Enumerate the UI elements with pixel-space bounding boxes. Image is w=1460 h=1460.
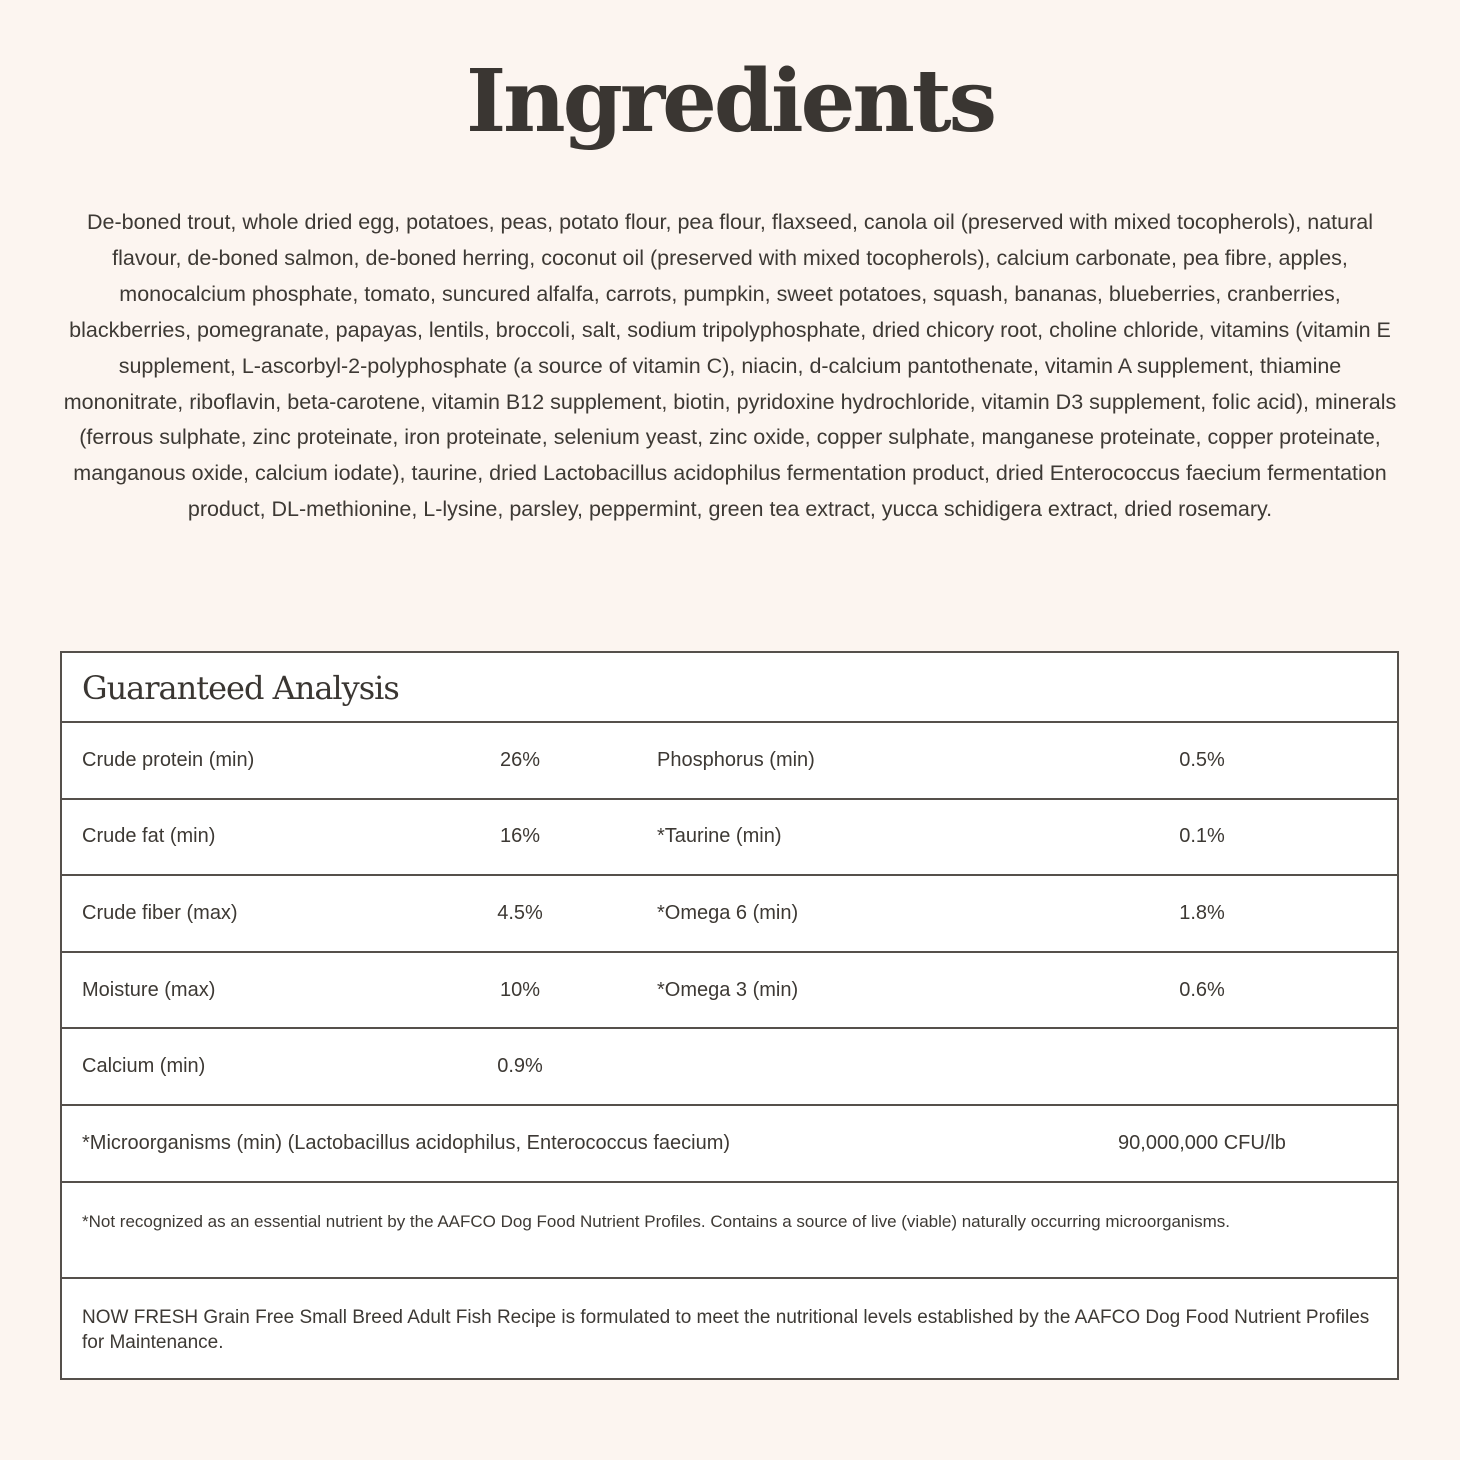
nutrient-value: 1.8% [1179, 901, 1225, 924]
nutrient-label: Crude fiber (max) [82, 901, 238, 924]
nutrient-label: Crude protein (min) [82, 748, 255, 771]
table-row [62, 953, 1397, 1030]
footnote-row [62, 1183, 1397, 1279]
table-row [62, 800, 1397, 877]
nutrient-label: *Omega 6 (min) [657, 901, 799, 924]
microorganisms-row [62, 1106, 1397, 1183]
nutrient-value: 0.1% [1179, 825, 1225, 848]
nutrient-value: 10% [499, 978, 541, 1001]
nutrient-value: 0.6% [1179, 978, 1225, 1001]
nutrient-label: Crude fat (min) [82, 825, 216, 848]
nutrient-label: *Omega 3 (min) [657, 978, 799, 1001]
nutrient-value: 0.9% [497, 1055, 543, 1078]
nutrient-value [1142, 1029, 1262, 1104]
table-row [62, 876, 1397, 953]
nutrient-value: 4.5% [497, 901, 543, 924]
microorganisms-label: *Microorganisms (min) (Lactobacillus acidophilus, Enterococcus faecium) [82, 1131, 731, 1154]
guaranteed-analysis-table [60, 651, 1399, 1380]
page-title: Ingredients [465, 51, 995, 152]
nutrient-label: Moisture (max) [82, 978, 216, 1001]
guaranteed-analysis-title: Guaranteed Analysis [82, 669, 399, 707]
nutrient-value: 16% [499, 825, 541, 848]
table-row [62, 1029, 1397, 1106]
aafco-statement-row [62, 1279, 1397, 1378]
nutrient-value: 26% [499, 748, 541, 771]
microorganisms-value: 90,000,000 CFU/lb [1118, 1131, 1286, 1154]
nutrient-label: *Taurine (min) [657, 825, 782, 848]
nutrient-label: Calcium (min) [82, 1055, 206, 1078]
nutrient-label: Phosphorus (min) [657, 748, 815, 771]
table-row [62, 723, 1397, 800]
nutrient-value: 0.5% [1179, 748, 1225, 771]
aafco-statement-text: NOW FRESH Grain Free Small Breed Adult Fish Recipe is formulated to meet the nutritional levels established by the AAFCO Dog Food Nutrient Profiles for Maintenance. [82, 1306, 1370, 1353]
guaranteed-analysis-header [62, 653, 1397, 723]
ingredients-list: De-boned trout, whole dried egg, potatoes, peas, potato flour, pea flour, flaxseed, canola oil (preserved with mixed tocopherols), natural flavour, de-boned salmon, de-boned herring, coconut oil (preserved with mixed tocopherols), calcium carbonate, pea fibre, apples, monocalcium phosphate, tomato, suncured alfalfa, carrots, pumpkin, sweet potatoes, squash, bananas, blueberries, cranberries, blackberries, pomegranate, papayas, lentils, broccoli, salt, sodium tripolyphosphate, dried chicory root, choline chloride, vitamins (vitamin E supplement, L-ascorbyl-2-polyphosphate (a source of vitamin C), niacin, d-calcium pantothenate, vitamin A supplement, thiamine mononitrate, riboflavin, beta-carotene, vitamin B12 supplement, biotin, pyridoxine hydrochloride, vitamin D3 supplement, folic acid), minerals (ferrous sulphate, zinc proteinate, iron proteinate, selenium yeast, zinc oxide, copper sulphate, manganese proteinate, copper proteinate, manganous oxide, calcium iodate), taurine, dried Lactobacillus acidophilus fermentation product, dried Enterococcus faecium fermentation product, DL-methionine, L-lysine, parsley, peppermint, green tea extract, yucca schidigera extract, dried rosemary. [63, 210, 1397, 522]
footnote-text: *Not recognized as an essential nutrient by the AAFCO Dog Food Nutrient Profiles. Contains a source of live (viable) naturally occurring microorganisms. [82, 1211, 1231, 1231]
